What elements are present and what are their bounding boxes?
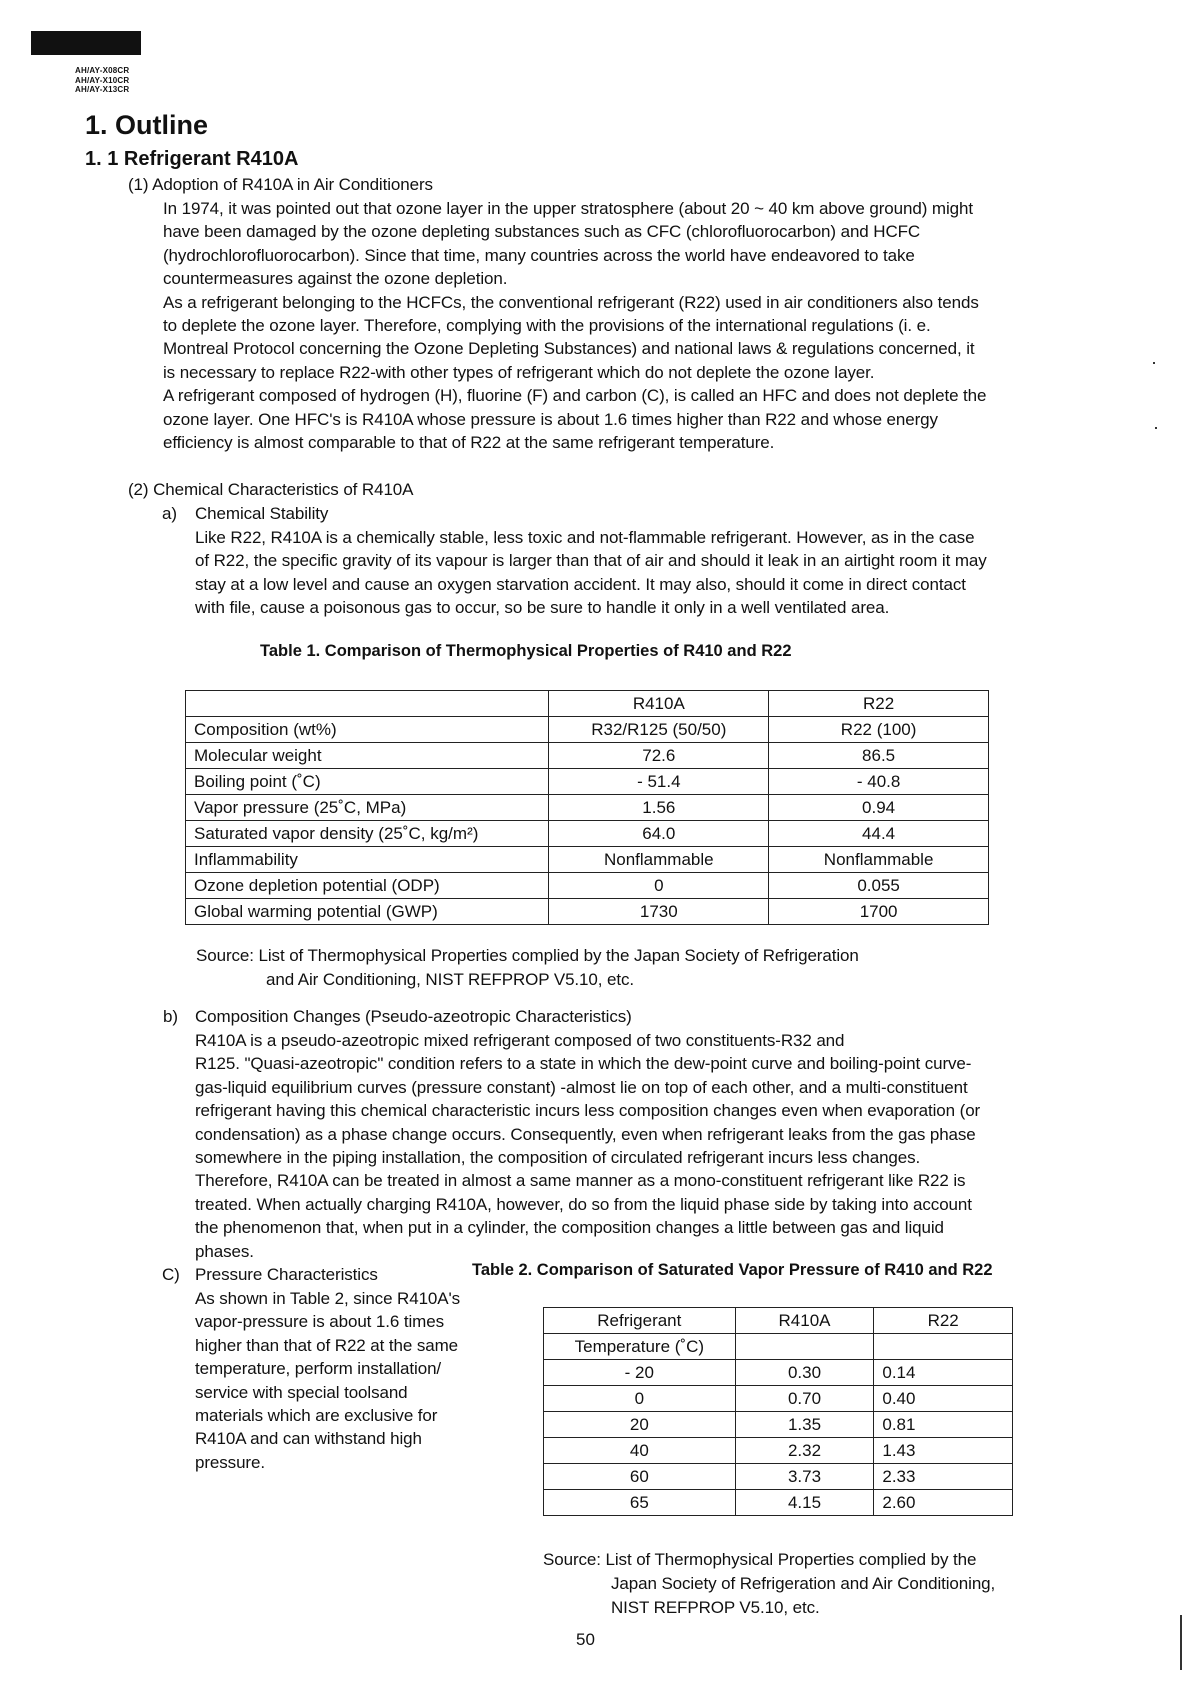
table-cell: 86.5 bbox=[769, 743, 989, 769]
table-cell: Global warming potential (GWP) bbox=[186, 899, 549, 925]
part2b-heading: Composition Changes (Pseudo-azeotropic Characteristics) bbox=[195, 1007, 632, 1026]
table-cell: Boiling point (˚C) bbox=[186, 769, 549, 795]
page-number: 50 bbox=[576, 1630, 595, 1649]
table-cell: - 20 bbox=[544, 1360, 736, 1386]
table-cell: 2.32 bbox=[735, 1438, 874, 1464]
table-row bbox=[544, 1386, 1013, 1412]
table-cell: - 51.4 bbox=[549, 769, 769, 795]
table-cell: R32/R125 (50/50) bbox=[549, 717, 769, 743]
table-header-row bbox=[544, 1308, 1013, 1334]
table2 bbox=[543, 1307, 1013, 1516]
table-cell: 0 bbox=[544, 1386, 736, 1412]
table-cell: 20 bbox=[544, 1412, 736, 1438]
table2-source-line1: Source: List of Thermophysical Properties complied by the bbox=[543, 1550, 977, 1569]
text-line: (hydrochlorofluorocarbon). Since that time, many countries across the world have endeavored to take bbox=[163, 245, 915, 265]
table-cell: 3.73 bbox=[735, 1464, 874, 1490]
part2c-marker: C) bbox=[162, 1265, 180, 1284]
text-line: R410A and can withstand high bbox=[195, 1429, 422, 1449]
text-line: pressure. bbox=[195, 1452, 265, 1472]
table-cell: Nonflammable bbox=[549, 847, 769, 873]
table-cell: 44.4 bbox=[769, 821, 989, 847]
text-line: ozone layer. One HFC's is R410A whose pressure is about 1.6 times higher than R22 and whose energy bbox=[163, 409, 938, 429]
part2a-marker: a) bbox=[162, 504, 177, 523]
text-line: treated. When actually charging R410A, however, do so from the liquid phase side by taking into account bbox=[195, 1194, 972, 1214]
part2b-body bbox=[195, 1029, 1105, 1263]
table-row bbox=[186, 743, 989, 769]
table-cell: 2.33 bbox=[874, 1464, 1013, 1490]
table-cell: 0.30 bbox=[735, 1360, 874, 1386]
table-cell: 1.43 bbox=[874, 1438, 1013, 1464]
text-line: of R22, the specific gravity of its vapour is larger than that of air and should it leak in an airtight room it may bbox=[195, 551, 987, 571]
text-line: Therefore, R410A can be treated in almost a same manner as a mono-constituent refrigerant like R22 is bbox=[195, 1171, 966, 1191]
text-line: temperature, perform installation/ bbox=[195, 1359, 442, 1379]
table-header-row bbox=[186, 691, 989, 717]
table-row bbox=[186, 899, 989, 925]
text-line: higher than that of R22 at the same bbox=[195, 1335, 459, 1355]
table2-source-line2: Japan Society of Refrigeration and Air Conditioning, bbox=[611, 1574, 996, 1593]
table-cell: Ozone depletion potential (ODP) bbox=[186, 873, 549, 899]
table1-source-line2: and Air Conditioning, NIST REFPROP V5.10, etc. bbox=[266, 970, 635, 989]
text-line: efficiency is almost comparable to that of R22 at the same refrigerant temperature. bbox=[163, 433, 775, 453]
text-line: As a refrigerant belonging to the HCFCs, the conventional refrigerant (R22) used in air conditioners also tends bbox=[163, 292, 979, 312]
table1-caption: Table 1. Comparison of Thermophysical Properties of R410 and R22 bbox=[260, 642, 792, 660]
table-row bbox=[544, 1438, 1013, 1464]
table-cell: Composition (wt%) bbox=[186, 717, 549, 743]
text-line: In 1974, it was pointed out that ozone layer in the upper stratosphere (about 20 ~ 40 km above ground) might bbox=[163, 199, 973, 218]
table-cell: 0.81 bbox=[874, 1412, 1013, 1438]
part2-heading: (2) Chemical Characteristics of R410A bbox=[128, 480, 414, 499]
header-black-bar bbox=[31, 31, 141, 55]
part2a-body bbox=[195, 526, 1100, 620]
text-line: phases. bbox=[195, 1241, 254, 1261]
table-cell: - 40.8 bbox=[769, 769, 989, 795]
text-line: As shown in Table 2, since R410A's bbox=[195, 1289, 461, 1308]
text-line: Montreal Protocol concerning the Ozone Depleting Substances) and national laws & regulations concerned, it bbox=[163, 339, 975, 359]
text-line: somewhere in the piping installation, the composition of circulated refrigerant incurs less changes. bbox=[195, 1148, 921, 1168]
table-cell: 0.70 bbox=[735, 1386, 874, 1412]
part2b-marker: b) bbox=[163, 1007, 178, 1026]
text-line: stay at a low level and cause an oxygen starvation accident. It may also, should it come in direct contact bbox=[195, 574, 966, 594]
table-header-cell: R22 bbox=[769, 691, 989, 717]
part1-body bbox=[163, 197, 1103, 454]
text-line: A refrigerant composed of hydrogen (H), fluorine (F) and carbon (C), is called an HFC and does not deplete the bbox=[163, 386, 987, 406]
table-cell: 1.56 bbox=[549, 795, 769, 821]
model-number: AH/AY-X08CR bbox=[75, 66, 130, 75]
table-cell: 64.0 bbox=[549, 821, 769, 847]
table-cell: 0 bbox=[549, 873, 769, 899]
scan-mark bbox=[1153, 362, 1155, 364]
table-row bbox=[544, 1412, 1013, 1438]
text-line: vapor-pressure is about 1.6 times bbox=[195, 1312, 444, 1332]
table-header-cell: Temperature (˚C) bbox=[544, 1334, 736, 1360]
text-line: R410A is a pseudo-azeotropic mixed refrigerant composed of two constituents-R32 and bbox=[195, 1031, 845, 1050]
text-line: condensation) as a phase change occurs. Consequently, even when refrigerant leaks from the gas phase bbox=[195, 1124, 976, 1144]
table-cell: Saturated vapor density (25˚C, kg/m²) bbox=[186, 821, 549, 847]
table-cell: 0.14 bbox=[874, 1360, 1013, 1386]
table1 bbox=[185, 690, 989, 925]
text-line: is necessary to replace R22-with other types of refrigerant which do not deplete the ozone layer. bbox=[163, 362, 875, 382]
table-row bbox=[186, 821, 989, 847]
table-cell: R22 (100) bbox=[769, 717, 989, 743]
text-line: the phenomenon that, when put in a cylinder, the composition changes a little between gas and liquid bbox=[195, 1218, 944, 1238]
section-subtitle: 1. 1 Refrigerant R410A bbox=[85, 148, 299, 170]
text-line: to deplete the ozone layer. Therefore, complying with the provisions of the international regulations (i. e. bbox=[163, 316, 931, 336]
table-header-cell bbox=[186, 691, 549, 717]
table-cell: Vapor pressure (25˚C, MPa) bbox=[186, 795, 549, 821]
table-header-cell: R410A bbox=[549, 691, 769, 717]
scan-mark bbox=[1155, 427, 1157, 429]
table-cell: 72.6 bbox=[549, 743, 769, 769]
table-cell: 2.60 bbox=[874, 1490, 1013, 1516]
part1-heading: (1) Adoption of R410A in Air Conditioners bbox=[128, 175, 433, 194]
table-row bbox=[186, 873, 989, 899]
table2-caption: Table 2. Comparison of Saturated Vapor Pressure of R410 and R22 bbox=[472, 1261, 993, 1279]
table-cell: 4.15 bbox=[735, 1490, 874, 1516]
scan-edge-line bbox=[1180, 1615, 1182, 1670]
table-header-cell: Refrigerant bbox=[544, 1308, 736, 1334]
table-cell: Inflammability bbox=[186, 847, 549, 873]
text-line: service with special toolsand bbox=[195, 1382, 408, 1402]
table-row bbox=[544, 1360, 1013, 1386]
model-number: AH/AY-X10CR bbox=[75, 75, 130, 85]
table-cell: 0.94 bbox=[769, 795, 989, 821]
text-line: gas-liquid equilibrium curves (pressure constant) -almost lie on top of each other, and a multi-constituent bbox=[195, 1077, 968, 1097]
text-line: with file, cause a poisonous gas to occur, so be sure to handle it only in a well ventilated area. bbox=[195, 598, 890, 618]
table-header-cell: R22 bbox=[874, 1308, 1013, 1334]
text-line: countermeasures against the ozone depletion. bbox=[163, 269, 508, 289]
model-number: AH/AY-X13CR bbox=[75, 85, 130, 94]
part2a-heading: Chemical Stability bbox=[195, 504, 329, 523]
table1-source-line1: Source: List of Thermophysical Properties complied by the Japan Society of Refrigeration bbox=[196, 946, 859, 965]
table-cell: Molecular weight bbox=[186, 743, 549, 769]
table-row bbox=[186, 769, 989, 795]
table-cell: 0.055 bbox=[769, 873, 989, 899]
table-row bbox=[186, 795, 989, 821]
table-cell: 1730 bbox=[549, 899, 769, 925]
part2c-body bbox=[195, 1287, 505, 1474]
text-line: have been damaged by the ozone depleting substances such as CFC (chlorofluorocarbon) and HCFC bbox=[163, 222, 921, 242]
text-line: Like R22, R410A is a chemically stable, less toxic and not-flammable refrigerant. However, as in the case bbox=[195, 528, 975, 547]
table-cell: 60 bbox=[544, 1464, 736, 1490]
table-cell bbox=[874, 1334, 1013, 1360]
table-cell bbox=[735, 1334, 874, 1360]
table-cell: 65 bbox=[544, 1490, 736, 1516]
part2c-heading: Pressure Characteristics bbox=[195, 1265, 378, 1284]
table-cell: 1.35 bbox=[735, 1412, 874, 1438]
text-line: R125. "Quasi-azeotropic" condition refers to a state in which the dew-point curve and boiling-point curve- bbox=[195, 1054, 972, 1074]
table-row bbox=[544, 1464, 1013, 1490]
table-row bbox=[186, 717, 989, 743]
table-row bbox=[544, 1490, 1013, 1516]
table-header-cell: R410A bbox=[735, 1308, 874, 1334]
table2-source-line3: NIST REFPROP V5.10, etc. bbox=[611, 1598, 820, 1617]
model-numbers bbox=[75, 66, 129, 95]
section-title: 1. Outline bbox=[85, 110, 209, 140]
table-cell: 0.40 bbox=[874, 1386, 1013, 1412]
text-line: materials which are exclusive for bbox=[195, 1406, 438, 1426]
text-line: refrigerant having this chemical characteristic incurs less composition changes even when evaporation (or bbox=[195, 1101, 981, 1121]
table-cell: 40 bbox=[544, 1438, 736, 1464]
table-cell: 1700 bbox=[769, 899, 989, 925]
table-row bbox=[186, 847, 989, 873]
table-subheader-row bbox=[544, 1334, 1013, 1360]
table-cell: Nonflammable bbox=[769, 847, 989, 873]
